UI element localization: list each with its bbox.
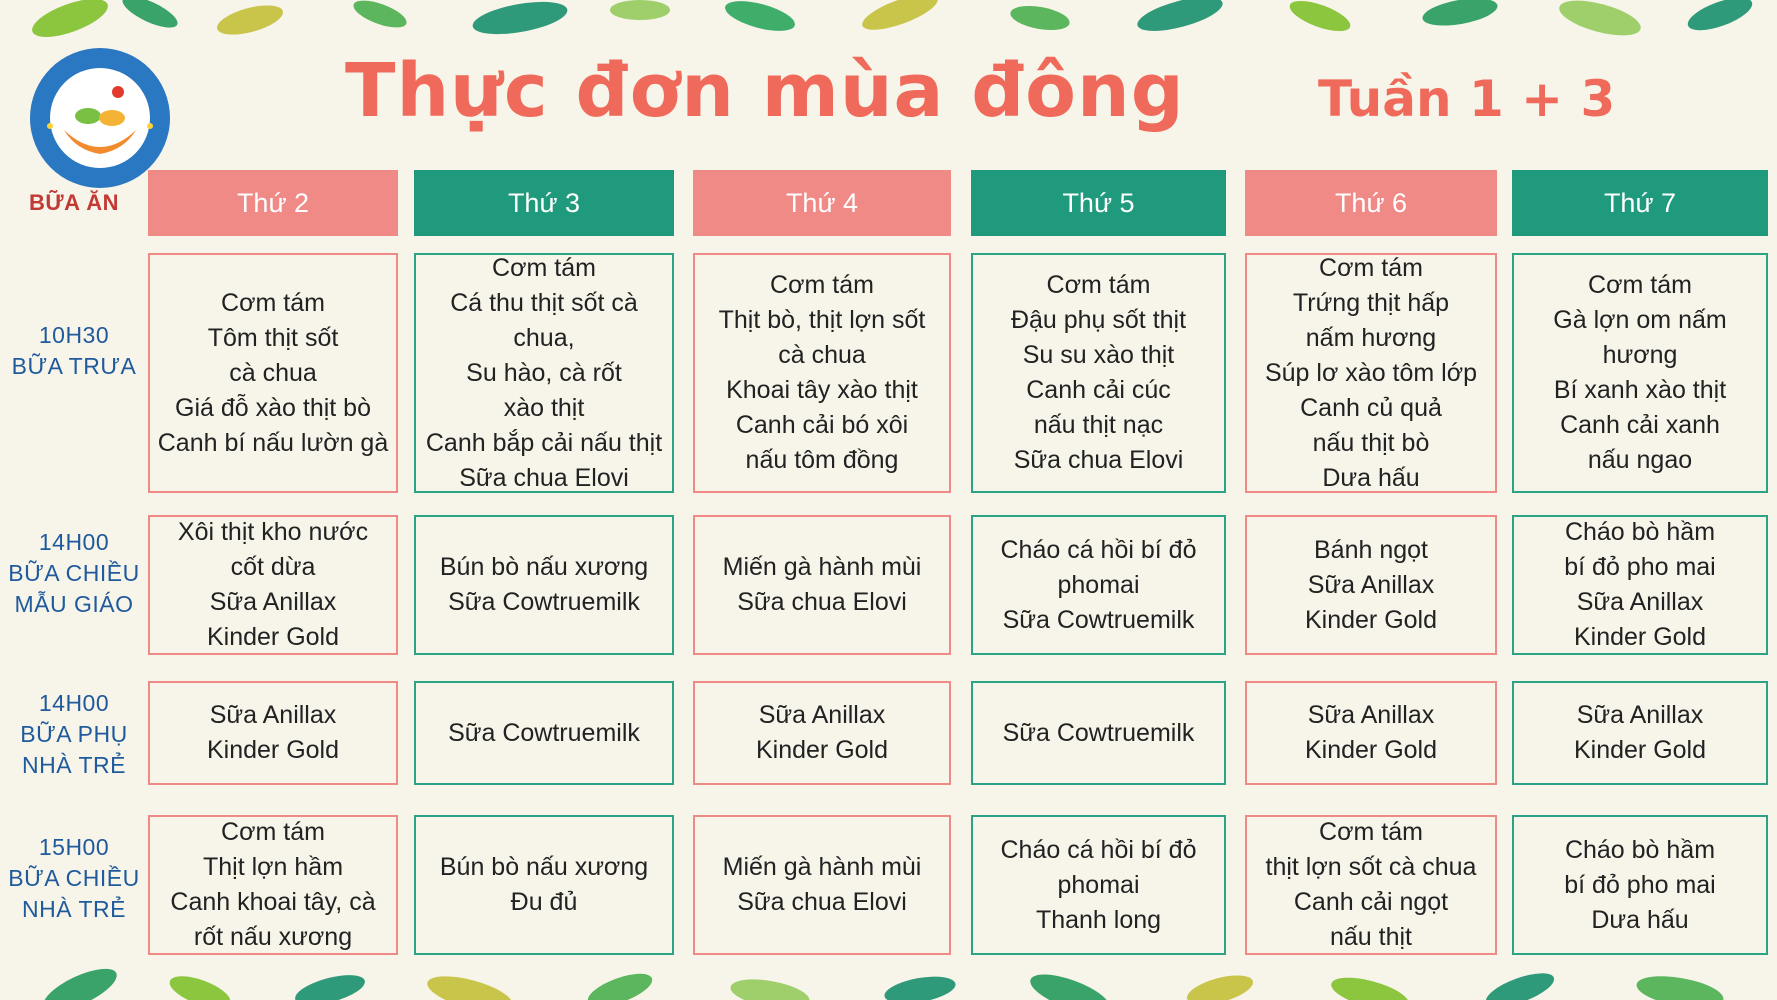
- day-header-3: Thứ 3: [414, 170, 674, 236]
- dish-line: Sữa chua Elovi: [737, 588, 907, 616]
- menu-cell: [414, 253, 674, 493]
- menu-cell: [1512, 681, 1768, 785]
- dish-line: nấu thịt nạc: [1033, 411, 1164, 439]
- menu-cell: [693, 815, 951, 955]
- menu-cell: [693, 681, 951, 785]
- dish-line: Thanh long: [1035, 905, 1162, 934]
- menu-cell: [1512, 253, 1768, 493]
- day-header-2: Thứ 2: [148, 170, 398, 236]
- dish-line: Canh khoai tây, cà: [170, 888, 376, 916]
- dish-line: bí đỏ pho mai: [1564, 553, 1716, 581]
- dish-line: nấu tôm đồng: [745, 446, 899, 474]
- menu-cell: [971, 815, 1226, 955]
- dish-line: Xôi thịt kho nước: [177, 518, 369, 546]
- dish-line: Trứng thịt hấp: [1292, 288, 1450, 317]
- menu-cell: [693, 253, 951, 493]
- menu-cell: [971, 515, 1226, 655]
- dish-line: Kinder Gold: [206, 623, 340, 651]
- dish-line: Sữa Anillax: [758, 701, 886, 729]
- dish-line: nấu thịt bò: [1312, 428, 1430, 457]
- day-header-6: Thứ 6: [1245, 170, 1497, 236]
- dish-line: Sữa chua Elovi: [737, 888, 907, 916]
- meal-label-3: 14H00 BỮA PHỤ NHÀ TRẺ: [20, 690, 128, 778]
- menu-cell: [148, 815, 398, 955]
- dish-line: Kinder Gold: [1304, 605, 1438, 634]
- foliage-bottom-decoration: [0, 950, 1777, 1000]
- menu-cell: [148, 253, 398, 493]
- dish-line: Sữa Cowtruemilk: [448, 588, 640, 616]
- dish-line: Khoai tây xào thịt: [726, 376, 918, 404]
- meal-header: BỮA ĂN: [28, 190, 120, 215]
- dish-line: cà chua: [778, 341, 866, 369]
- dish-line: Canh cải cúc: [1026, 376, 1171, 404]
- dish-line: Súp lơ xào tôm lớp: [1264, 358, 1478, 387]
- meal-label-1: 10H30 BỮA TRƯA: [11, 322, 137, 379]
- day-header-5: Thứ 5: [971, 170, 1226, 236]
- dish-line: Cơm tám: [1319, 818, 1423, 846]
- dish-line: nấu ngao: [1587, 446, 1693, 474]
- dish-line: Cơm tám: [221, 288, 325, 317]
- day-header-7: Thứ 7: [1512, 170, 1768, 236]
- dish-line: Canh bí nấu lườn gà: [157, 428, 389, 457]
- menu-cell: [1512, 815, 1768, 955]
- menu-cell: [414, 681, 674, 785]
- dish-line: phomai: [1057, 570, 1140, 599]
- dish-line: Cháo bò hầm: [1564, 518, 1716, 546]
- dish-line: Cơm tám: [770, 271, 874, 299]
- dish-line: Đu đủ: [510, 888, 578, 916]
- dish-line: Bún bò nấu xương: [439, 553, 649, 581]
- day-header-4: Thứ 4: [693, 170, 951, 236]
- dish-line: Gà lợn om nấm: [1553, 306, 1727, 334]
- menu-cell: [414, 815, 674, 955]
- dish-line: Cá thu thịt sốt cà: [450, 288, 638, 317]
- dish-line: phomai: [1057, 870, 1140, 899]
- dish-line: Cơm tám: [1319, 253, 1423, 282]
- dish-line: xào thịt: [503, 393, 585, 422]
- dish-line: Canh cải ngọt: [1293, 888, 1449, 916]
- menu-cell: [148, 515, 398, 655]
- dish-line: Dưa hấu: [1591, 905, 1689, 934]
- menu-cell: [414, 515, 674, 655]
- menu-cell: [1245, 253, 1497, 493]
- dish-line: Sữa Cowtruemilk: [1002, 718, 1195, 747]
- dish-line: Kinder Gold: [1304, 736, 1438, 764]
- week-label: Tuần 1 + 3: [1318, 70, 1616, 128]
- dish-line: Cháo bò hầm: [1564, 835, 1716, 864]
- dish-line: Bánh ngọt: [1314, 535, 1428, 564]
- dish-line: Sữa Anillax: [209, 701, 337, 729]
- dish-line: Sữa Anillax: [1576, 588, 1704, 616]
- dish-line: Tôm thịt sốt: [207, 323, 339, 352]
- meal-label-2: 14H00 BỮA CHIỀU MẪU GIÁO: [8, 529, 140, 617]
- dish-line: Sữa Cowtruemilk: [1002, 605, 1195, 634]
- menu-title: Thực đơn mùa đông: [345, 48, 1185, 134]
- dish-line: Giá đỗ xào thịt bò: [175, 393, 371, 422]
- dish-line: Bí xanh xào thịt: [1553, 376, 1727, 404]
- dish-line: Su hào, cà rốt: [466, 358, 622, 387]
- dish-line: nấm hương: [1305, 323, 1437, 352]
- dish-line: Thịt bò, thịt lợn sốt: [718, 306, 926, 334]
- menu-cell: [971, 253, 1226, 493]
- dish-line: Sữa chua Elovi: [1013, 446, 1184, 474]
- dish-line: Cơm tám: [1046, 271, 1151, 299]
- menu-cell: [1245, 515, 1497, 655]
- meal-label-4: 15H00 BỮA CHIỀU NHÀ TRẺ: [8, 834, 140, 922]
- dish-line: nấu thịt: [1329, 923, 1412, 951]
- dish-line: Sữa Anillax: [1576, 701, 1704, 729]
- menu-cell: [148, 681, 398, 785]
- dish-line: Sữa Anillax: [1307, 570, 1435, 599]
- menu-cell: [1512, 515, 1768, 655]
- dish-line: Canh củ quả: [1300, 393, 1442, 422]
- dish-line: Cháo cá hồi bí đỏ: [1000, 835, 1197, 864]
- dish-line: cà chua: [229, 358, 317, 387]
- dish-line: Bún bò nấu xương: [439, 853, 649, 881]
- menu-cell: [1245, 681, 1497, 785]
- dish-line: Cơm tám: [492, 253, 596, 282]
- dish-line: Sữa Cowtruemilk: [448, 718, 640, 747]
- dish-line: Canh cải bó xôi: [735, 411, 909, 439]
- dish-line: Sữa Anillax: [1307, 701, 1435, 729]
- dish-line: cốt dừa: [230, 553, 316, 581]
- dish-line: Cơm tám: [1588, 271, 1692, 299]
- dish-line: Cơm tám: [221, 818, 325, 846]
- dish-line: Đậu phụ sốt thịt: [1010, 306, 1187, 334]
- menu-cell: [693, 515, 951, 655]
- dish-line: Sữa chua Elovi: [459, 463, 629, 492]
- dish-line: Sữa Anillax: [209, 588, 337, 616]
- menu-cell: [971, 681, 1226, 785]
- dish-line: rốt nấu xương: [193, 923, 353, 951]
- dish-line: Kinder Gold: [1573, 623, 1707, 651]
- dish-line: Canh cải xanh: [1560, 411, 1720, 439]
- menu-cell: [1245, 815, 1497, 955]
- dish-line: Thịt lợn hầm: [202, 853, 344, 881]
- dish-line: thịt lợn sốt cà chua: [1265, 853, 1477, 881]
- dish-line: Su su xào thịt: [1022, 341, 1175, 369]
- dish-line: Dưa hấu: [1322, 463, 1420, 492]
- dish-line: Kinder Gold: [206, 736, 340, 764]
- dish-line: hương: [1602, 341, 1678, 369]
- dish-line: chua,: [513, 323, 575, 352]
- dish-line: Miến gà hành mùi: [722, 553, 922, 581]
- dish-line: Cháo cá hồi bí đỏ: [1000, 535, 1197, 564]
- dish-line: Kinder Gold: [755, 736, 889, 764]
- dish-line: bí đỏ pho mai: [1564, 870, 1716, 899]
- school-logo: [28, 46, 172, 190]
- dish-line: Canh bắp cải nấu thịt: [425, 428, 663, 457]
- dish-line: Kinder Gold: [1573, 736, 1707, 764]
- dish-line: Miến gà hành mùi: [722, 853, 922, 881]
